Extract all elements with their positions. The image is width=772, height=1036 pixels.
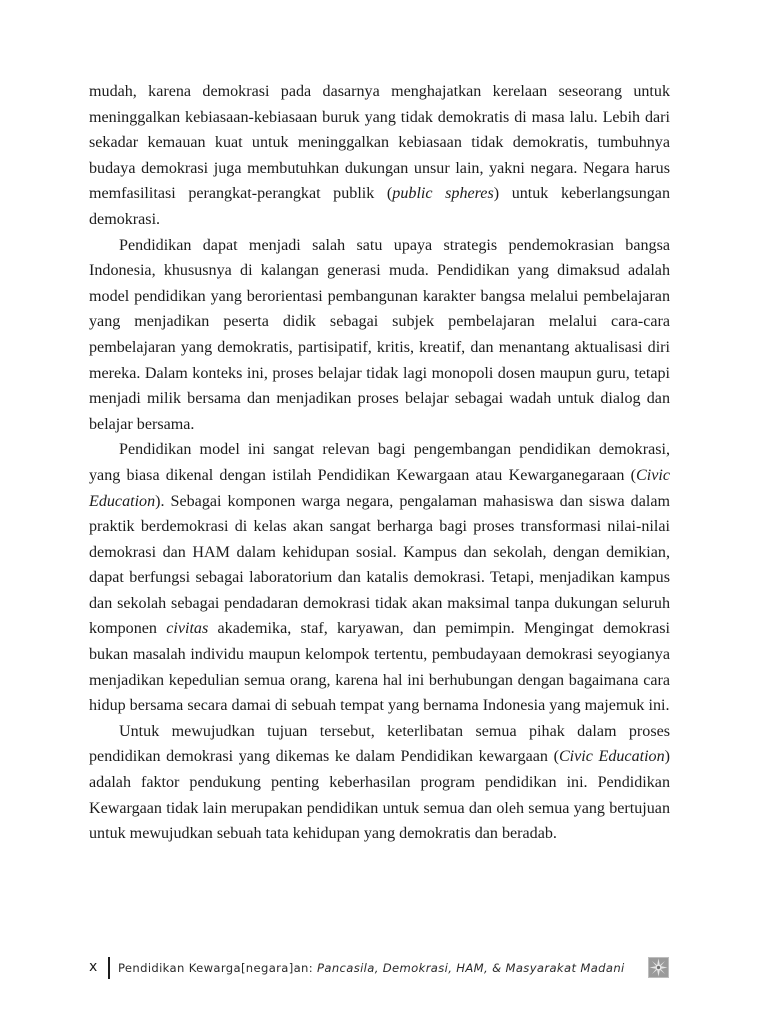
paragraph-4-italic-term: Civic Education xyxy=(558,748,665,766)
paragraph-3-text-b: ). Sebagai komponen warga negara, pengalaman mahasiswa dan siswa dalam praktik berdemokrasi di kelas akan sangat berharga bagi proses transformasi nilai-nilai demokrasi dan HAM dalam kehidupan sosial. Kampus dan sekolah, dengan demikian, dapat berfungsi sebagai laboratorium dan katalis demokrasi. Tetapi, menjadikan kampus dan sekolah sebagai pendadaran demokrasi tidak akan maksimal tanpa dukungan seluruh komponen xyxy=(89,492,670,638)
main-text xyxy=(89,79,670,847)
paragraph-4-text-a: Untuk mewujudkan tujuan tersebut, keterlibatan semua pihak dalam proses pendidikan demokrasi yang dikemas ke dalam Pendidikan kewargaan ( xyxy=(89,722,670,766)
running-title-subtitle: Pancasila, Demokrasi, HAM, & Masyarakat Madani xyxy=(317,961,625,975)
paragraph-2-text: Pendidikan dapat menjadi salah satu upaya strategis pendemokrasian bangsa Indonesia, khususnya di kalangan generasi muda. Pendidikan yang dimaksud adalah model pendidikan yang berorientasi pembangunan karakter bangsa melalui pembelajaran yang menjadikan peserta didik sebagai subjek pembelajaran melalui cara-cara pembelajaran yang demokratis, partisipatif, kritis, kreatif, dan menantang aktualisasi diri mereka. Dalam konteks ini, proses belajar tidak lagi monopoli dosen maupun guru, tetapi menjadi milik bersama dan menjadikan proses belajar sebagai wadah untuk dialog dan belajar bersama. xyxy=(89,236,670,433)
running-title-main: Pendidikan Kewarga[negara]an: xyxy=(118,961,318,975)
page-footer xyxy=(89,957,670,979)
paragraph-1 xyxy=(89,79,670,233)
paragraph-1-italic-term: public spheres xyxy=(392,185,494,203)
paragraph-1-text-b: ) untuk keberlangsungan demokrasi. xyxy=(89,185,671,228)
paragraph-1-text-a: mudah, karena demokrasi pada dasarnya menghajatkan kerelaan seseorang untuk meninggalkan kebiasaan-kebiasaan buruk yang tidak demokratis di masa lalu. Lebih dari sekadar kemauan kuat untuk meninggalkan kebiasaan tidak demokratis, tumbuhnya budaya demokrasi juga membutuhkan dukungan unsur lain, yakni negara. Negara harus memfasilitasi perangkat-perangkat publik ( xyxy=(89,83,670,203)
footer-divider xyxy=(108,957,110,979)
page-number: x xyxy=(89,959,98,975)
paragraph-3-text-c: akademika, staf, karyawan, dan pemimpin. Mengingat demokrasi bukan masalah individu maupun kelompok tertentu, pembudayaan demokrasi seyogianya menjadikan kepedulian semua orang, karena hal ini berhubungan dengan bagaimana cara hidup bersama secara damai di sebuah tempat yang bernama Indonesia yang majemuk ini. xyxy=(89,620,670,715)
paragraph-4 xyxy=(89,719,670,847)
paragraph-3 xyxy=(89,437,670,719)
running-title xyxy=(118,961,625,975)
paragraph-3-italic-term-1: Civic Education xyxy=(89,466,670,510)
compass-star-ornament-icon xyxy=(648,957,669,978)
paragraph-3-italic-term-2: civitas xyxy=(166,620,209,638)
paragraph-2 xyxy=(89,233,670,438)
paragraph-3-text-a: Pendidikan model ini sangat relevan bagi pengembangan pendidikan demokrasi, yang biasa dikenal dengan istilah Pendidikan Kewargaan atau Kewarganegaraan ( xyxy=(89,441,670,484)
paragraph-4-text-b: ) adalah faktor pendukung penting keberhasilan program pendidikan ini. Pendidikan Kewargaan tidak lain merupakan pendidikan untuk semua dan oleh semua yang bertujuan untuk mewujudkan sebuah tata kehidupan yang demokratis dan beradab. xyxy=(89,748,671,843)
